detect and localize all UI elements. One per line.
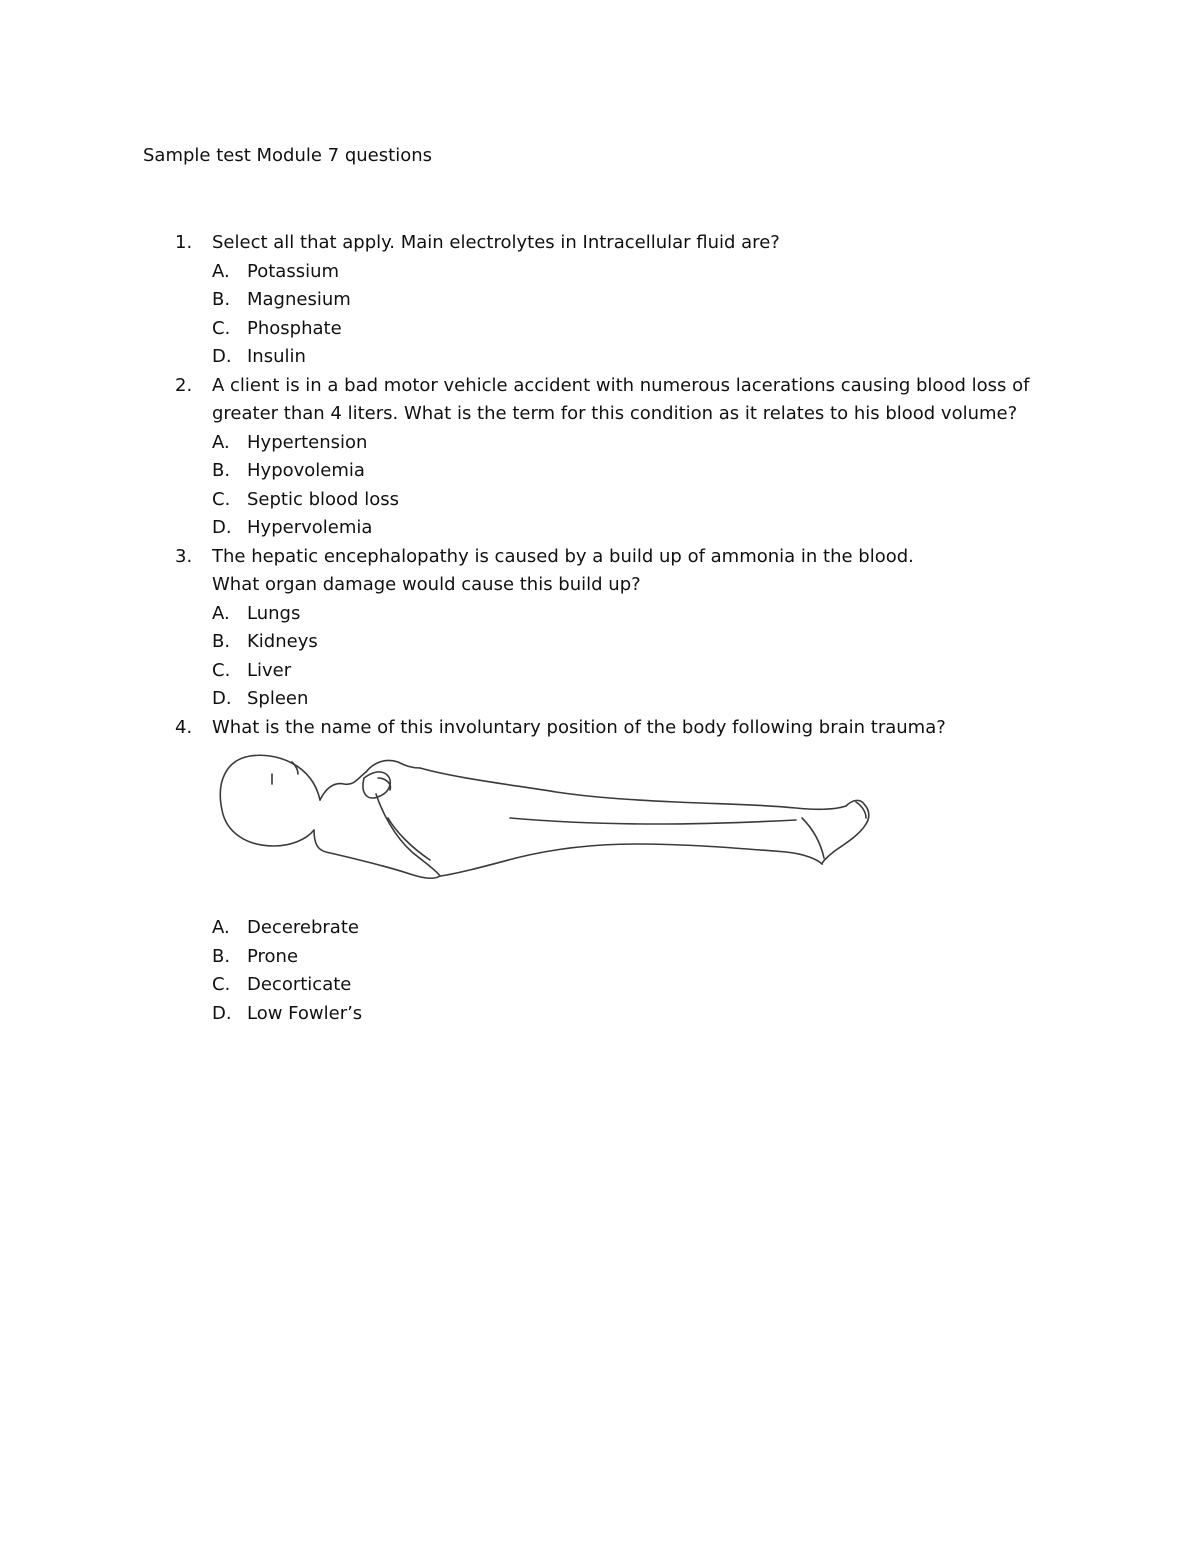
option-item	[0, 628, 1200, 657]
option-item	[0, 943, 1200, 972]
question-text: Select all that apply. Main electrolytes in Intracellular fluid are?	[212, 232, 780, 253]
ear-mark	[292, 762, 298, 774]
option-text: Kidneys	[247, 631, 318, 652]
page-title: Sample test Module 7 questions	[143, 145, 432, 166]
question-number: 3.	[175, 545, 193, 567]
option-letter: C.	[212, 659, 231, 681]
option-item	[0, 457, 1200, 486]
option-text: Prone	[247, 945, 299, 967]
upper-arm-outline	[366, 760, 420, 772]
option-text: Decerebrate	[247, 917, 359, 938]
question-text: What organ damage would cause this build up?	[212, 574, 641, 595]
option-text: Septic blood loss	[247, 488, 399, 510]
body-position-illustration	[0, 742, 1200, 914]
option-letter: C.	[212, 974, 231, 995]
option-letter: D.	[212, 517, 232, 538]
option-item	[0, 429, 1200, 458]
question-number: 4.	[175, 716, 193, 738]
heel-line	[802, 818, 824, 858]
option-item	[0, 286, 1200, 315]
option-item	[0, 514, 1200, 543]
question-text: What is the name of this involuntary position of the body following brain trauma?	[212, 716, 946, 738]
option-item	[0, 600, 1200, 629]
option-text: Phosphate	[247, 317, 342, 339]
option-letter: C.	[212, 317, 231, 339]
option-text: Low Fowler’s	[247, 1002, 363, 1024]
option-letter: D.	[212, 688, 232, 709]
option-item	[0, 486, 1200, 515]
option-letter: B.	[212, 631, 231, 652]
lower-arm-outline	[314, 794, 440, 878]
option-item	[0, 258, 1200, 287]
question-text-continued	[0, 400, 1200, 429]
option-item	[0, 657, 1200, 686]
option-item	[0, 971, 1200, 1000]
foot-top	[822, 800, 869, 864]
question-text: A client is in a bad motor vehicle accident with numerous lacerations causing blood loss of	[212, 374, 1030, 396]
thigh-line	[510, 818, 796, 824]
option-text: Magnesium	[247, 289, 351, 310]
back-outline	[420, 768, 846, 809]
option-item	[0, 1000, 1200, 1029]
option-item	[0, 315, 1200, 344]
elbow-line	[388, 818, 430, 860]
option-letter: A.	[212, 431, 230, 453]
option-letter: D.	[212, 346, 232, 367]
question-list	[0, 229, 1200, 1028]
question-1	[0, 229, 1200, 258]
option-letter: B.	[212, 460, 231, 481]
option-letter: A.	[212, 602, 230, 624]
option-letter: A.	[212, 917, 230, 938]
question-2	[0, 372, 1200, 401]
option-text: Hypertension	[247, 431, 368, 453]
option-item	[0, 343, 1200, 372]
option-text: Spleen	[247, 688, 309, 709]
option-item	[0, 685, 1200, 714]
option-item	[0, 914, 1200, 943]
option-text: Liver	[247, 659, 292, 681]
question-number: 2.	[175, 374, 193, 396]
option-letter: C.	[212, 488, 231, 510]
question-text-continued	[0, 571, 1200, 600]
option-text: Decorticate	[247, 974, 352, 995]
option-text: Hypervolemia	[247, 517, 373, 538]
supine-figure-drawing	[216, 748, 876, 888]
option-text: Insulin	[247, 346, 306, 367]
question-3	[0, 543, 1200, 572]
question-text: The hepatic encephalopathy is caused by a build up of ammonia in the blood.	[212, 545, 914, 567]
option-text: Potassium	[247, 260, 340, 282]
option-text: Lungs	[247, 602, 301, 624]
option-letter: D.	[212, 1002, 232, 1024]
question-text: greater than 4 liters. What is the term for this condition as it relates to his blood volume?	[212, 403, 1018, 424]
neck-line	[320, 772, 366, 800]
option-letter: B.	[212, 945, 231, 967]
option-letter: B.	[212, 289, 231, 310]
option-letter: A.	[212, 260, 230, 282]
head-outline	[220, 755, 320, 846]
option-text: Hypovolemia	[247, 460, 365, 481]
question-number: 1.	[175, 232, 193, 253]
belly-outline	[440, 844, 822, 876]
question-4	[0, 714, 1200, 743]
